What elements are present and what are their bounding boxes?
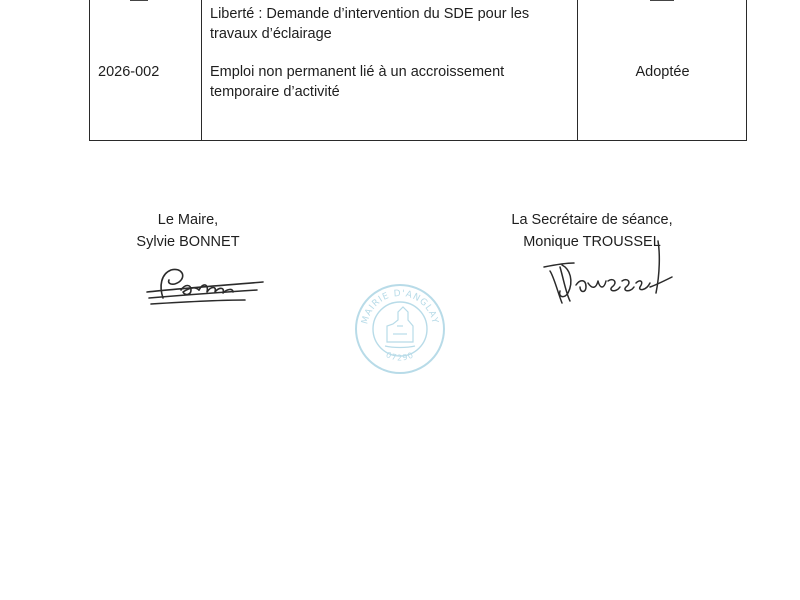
signatory-name: Sylvie BONNET (136, 234, 240, 250)
signatory-title: Le Maire, (157, 212, 219, 228)
secretary-handwritten-signature (540, 237, 675, 307)
cut-off-text-fragment (650, 0, 674, 3)
deliberation-number: 2026-002 (98, 64, 160, 80)
signatory-title: La Secrétaire de séance, (511, 212, 673, 228)
table-divider (201, 0, 202, 140)
mayor-signature-block (118, 209, 258, 253)
svg-text:07290: 07290 (384, 350, 416, 363)
subject-line: Emploi non permanent lié à un accroissement (210, 64, 505, 80)
svg-text:MAIRIE D'ANGLAY: MAIRIE D'ANGLAY (360, 288, 440, 326)
deliberations-table (89, 0, 747, 141)
subject-line: temporaire d’activité (210, 84, 340, 100)
signatory-name: Monique TROUSSEL (523, 234, 661, 250)
table-row-subject (210, 4, 570, 44)
mayor-handwritten-signature (145, 262, 265, 308)
table-row-subject (210, 62, 570, 102)
status-text: Adoptée (635, 64, 690, 80)
town-hall-seal-stamp (353, 282, 447, 376)
cut-off-text-fragment (130, 0, 148, 3)
subject-line: Liberté : Demande d’intervention du SDE pour les (210, 6, 530, 22)
subject-line: travaux d’éclairage (210, 26, 332, 42)
